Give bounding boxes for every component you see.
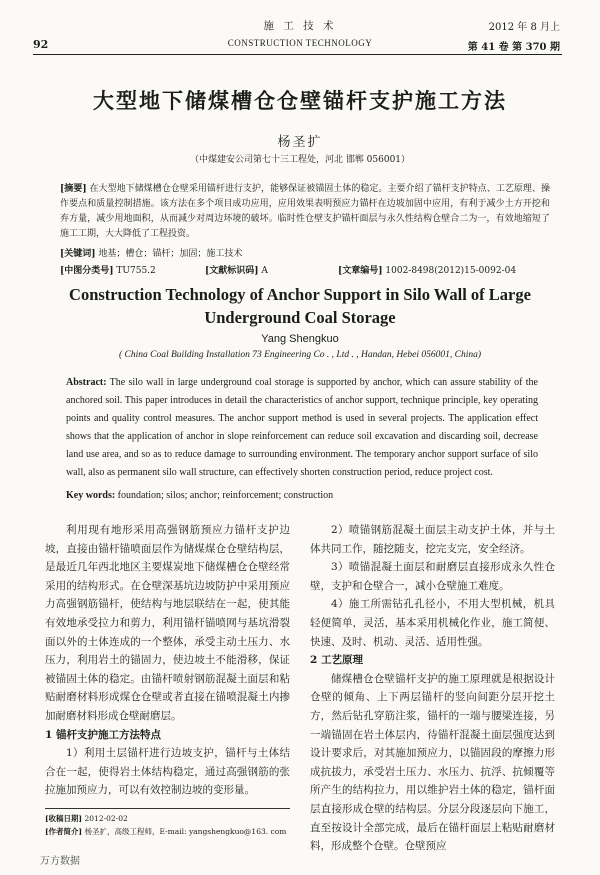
abstract-cn [60, 182, 550, 242]
received-label: [收稿日期] [45, 814, 83, 823]
section-heading-1: 1 锚杆支护施工方法特点 [45, 728, 161, 741]
clc-value: TU755.2 [116, 266, 156, 276]
article-number [338, 263, 516, 276]
author-en: Yang Shengkuo [261, 333, 339, 345]
article-title-en [0, 283, 600, 329]
keywords-cn-label: [关键词] [60, 249, 96, 259]
body-column-right [310, 521, 555, 856]
author-info: 杨圣扩，高级工程师，E-mail: yangshengkuo@163. com [84, 827, 287, 836]
author-cn: 杨圣扩 [277, 135, 323, 150]
abstract-en-text: The silo wall in large underground coal storage is supported by anchor, which can assure stability of the anchored soil. This paper introduces in detail the characteristics of anchor support, technique principle, key operating points and quality control measures. The anchor support method is used in several projects. The application effect shows that the application of anchor in slope reinforcement can reduce soil excavation and discarding soil, decrease land use area, and so as to reduce damage to surrounding environment. The temporary anchor support surface of silo wall, also as permanent silo wall structure, can effectively shorten construction period, reduce project cost. [66, 377, 538, 478]
page-number: 92 [33, 38, 49, 51]
article-no-value: 1002-8498(2012)15-0092-04 [385, 266, 517, 276]
article-no-label: [文章编号] [338, 266, 383, 276]
footnote-received [45, 813, 128, 824]
article-title-cn: 大型地下储煤槽仓仓壁锚杆支护施工方法 [93, 88, 507, 113]
doc-code-value: A [261, 266, 268, 276]
footnote-author [45, 826, 286, 837]
journal-name-cn: 施 工 技 术 [263, 20, 337, 32]
title-en-line2: Underground Coal Storage [204, 308, 396, 327]
issue-date: 2012 年 8 月上 [488, 22, 560, 33]
keywords-en-text: foundation; silos; anchor; reinforcement; construction [117, 490, 334, 501]
running-header [0, 0, 600, 62]
journal-name-en: CONSTRUCTION TECHNOLOGY [227, 38, 373, 48]
watermark-text: 万方数据 [40, 856, 80, 867]
body-paragraph: 利用现有地形采用高强钢筋预应力锚杆支护边坡，直接由锚杆锚喷面层作为储煤煤仓仓壁结构层，是最近几年西北地区主要煤炭地下储煤槽仓仓壁经常采用的结构形式。在仓壁深基坑边坡防护中采用预应力高强钢筋锚杆，使结构与地层联结在一起，使其能有效地承受拉力和剪力，利用锚杆锚喷网与基坑滑裂面以外的土体连成的一个整体，承受主动土压力、水压力，利用岩土的锚固力，使边坡土不能滑移，保证被锚固土体的稳定。由锚杆喷射钢筋混凝土面层和粘贴耐磨材料形成煤仓仓壁或者直接在锚喷混凝土内掺加耐磨材料形成仓壁耐磨层。 [45, 524, 290, 722]
clc-number [60, 263, 156, 276]
author-info-label: [作者简介] [45, 827, 83, 836]
body-paragraph: 4）施工所需钻孔孔径小，不用大型机械，机具轻便简单，灵活，基本采用机械化作业，施工简便、快速、及时、机动、灵活、适用性强。 [310, 598, 555, 648]
received-date: 2012-02-02 [84, 814, 128, 823]
footnote-rule [45, 808, 290, 809]
clc-label: [中图分类号] [60, 266, 114, 276]
affiliation-cn: （中煤建安公司第七十三工程处，河北 邯郸 056001） [189, 155, 411, 165]
body-paragraph: 3）喷锚混凝土面层和耐磨层直接形成永久性仓壁，支护和仓壁合一，减小仓壁施工难度。 [310, 561, 555, 592]
abstract-en [66, 374, 538, 482]
keywords-cn [60, 246, 242, 259]
volume-issue: 第 41 卷 第 370 期 [467, 42, 560, 53]
document-code [205, 263, 268, 276]
abstract-cn-label: [摘要] [60, 184, 87, 194]
keywords-en-label: Key words: [66, 490, 116, 501]
doc-code-label: [文献标识码] [205, 266, 259, 276]
body-paragraph: 2）喷锚钢筋混凝土面层主动支护土体，并与土体共同工作，随挖随支，挖完支完，安全经济。 [310, 524, 555, 555]
header-rule [33, 54, 562, 55]
affiliation-en: ( China Coal Building Installation 73 Engineering Co . , Ltd . , Handan, Hebei 056001, China) [118, 350, 482, 360]
keywords-cn-text: 地基；槽仓；锚杆；加固；施工技术 [98, 249, 243, 259]
section-heading-2: 2 工艺原理 [310, 654, 363, 667]
abstract-cn-text: 在大型地下储煤槽仓仓壁采用锚杆进行支护，能够保证被锚固土体的稳定。主要介绍了锚杆支护特点、工艺原理、操作要点和质量控制措施。该方法在多个项目成功应用，应用效果表明预应力锚杆在边坡加固中应用，有利于减少土方开挖和弃方量，减少用地面积，从而减少对周边环境的破坏。临时性仓壁支护锚杆面层与永久性结构仓壁合二为一，有效地缩短了施工工期，大大降低了工程投资。 [60, 184, 550, 239]
keywords-en [66, 490, 538, 501]
body-paragraph: 储煤槽仓仓壁锚杆支护的施工原理就是根据设计仓壁的倾角、上下两层锚杆的竖向间距分层开挖土方，然后钻孔穿筋注浆，锚杆的一端与腰梁连接，另一端锚固在岩土体层内，待锚杆混凝土面层强度达到设计要求后，对其施加预应力，以锚固段的摩擦力形成抗拔力，承受岩土压力、水压力、抗浮、抗倾覆等所产生的结构拉力，用以维护岩土体的稳定，锚杆面层直接形成仓壁的结构层。分层分段逐层向下施工，直至按设计全部完成，最后在锚杆面层上粘贴耐磨材料，形成整个仓壁。仓壁预应 [310, 672, 555, 853]
body-column-left [45, 521, 290, 800]
title-en-line1: Construction Technology of Anchor Support in Silo Wall of Large [69, 285, 531, 304]
body-paragraph: 1）利用土层锚杆进行边坡支护，锚杆与土体结合在一起，使得岩土体结构稳定，通过高强钢筋的张拉施加预应力，可以有效控制边坡的变形量。 [45, 747, 290, 797]
abstract-en-label: Abstract: [66, 377, 107, 388]
